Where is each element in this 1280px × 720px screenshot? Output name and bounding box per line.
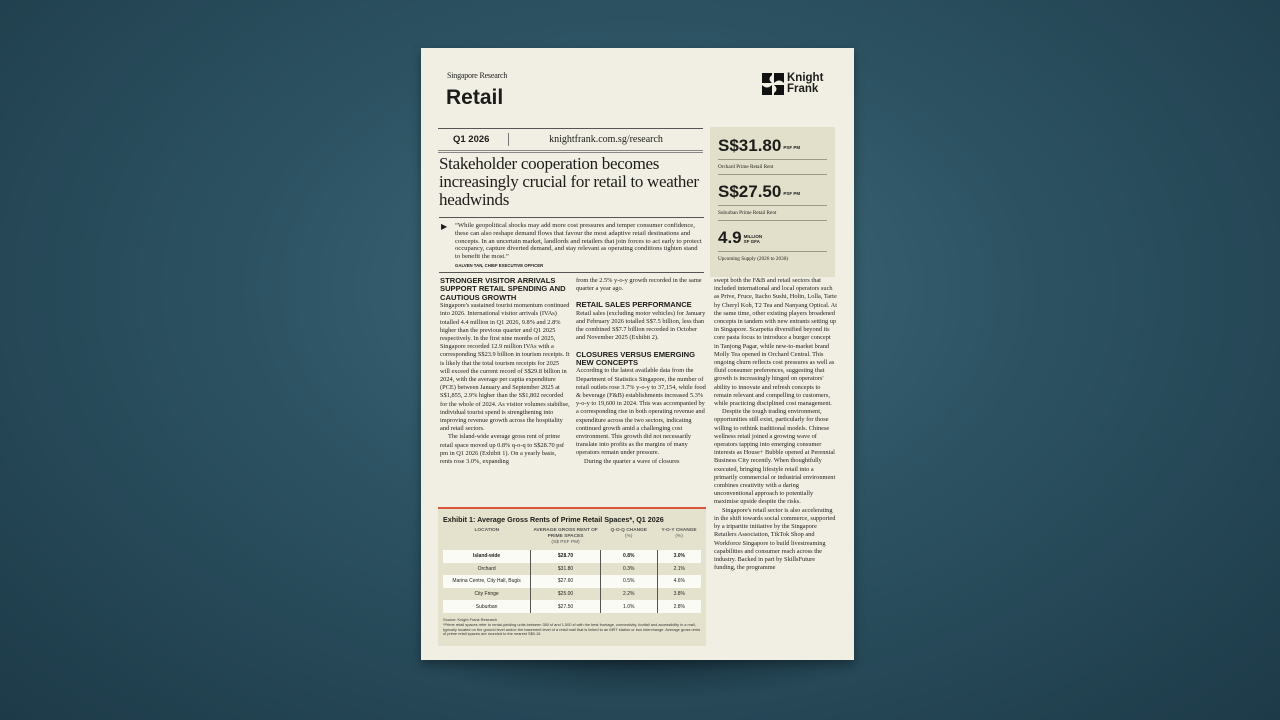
stat-orchard-rent <box>718 133 827 175</box>
stat-suburban-rent <box>718 179 827 221</box>
report-title: Retail <box>446 86 504 109</box>
stat-upcoming-supply <box>718 225 827 266</box>
exhibit-1 <box>438 507 706 646</box>
paragraph: During the quarter a wave of closures <box>584 457 680 465</box>
table-cell: $31.80 <box>531 563 601 576</box>
paragraph: Singapore's sustained tourist momentum continued into 2026. International visitor arrivals (IVAs) totalled 4.4 million in Q1 2026, 9.8% and 2.8% higher than the previous quarter and Q1 2025 respectively. In the first nine months of 2025, Singapore recorded 12.9 million IVAs with a corresponding S$23.9 billion in tourism receipts. It is likely that the total tourism receipts for 2025 will exceed the current record of S$29.8 billion in 2024, with the average per capita expenditure (PCE) between January and September 2025 at S$1,855, 2.9% higher than the S$1,802 recorded for the whole of 2024. As visitor volumes stabilise, individual tourist spend is strengthening into improving revenue growth across the hospitality and retail sectors. <box>440 302 570 433</box>
column-header: LOCATION <box>474 528 500 533</box>
paragraph: The island-wide average gross rent of prime retail space moved up 0.8% q-o-q to S$28.70 psf pm in Q1 2026 (Exhibit 1). On a yearly basis, rents rose 3.0%, expanding <box>440 433 565 466</box>
quarter-label: Q1 2026 <box>453 134 490 145</box>
stat-value: S$27.50 <box>718 182 782 201</box>
article-column-1 <box>440 277 570 466</box>
knight-frank-logo <box>762 73 823 95</box>
stat-unit-line1: MILLION <box>743 234 763 240</box>
stat-unit: PSF PM <box>783 190 801 196</box>
headline: Stakeholder cooperation becomes increasingly crucial for retail to weather headwinds <box>439 155 704 218</box>
paragraph: According to the latest available data from the Department of Statistics Singapore, the number of retail outlets rose 3.7% y-o-y to 37,154, while food & beverage (F&B) establishments increased 5.3% y-o-y to 19,600 in 2024. This was accompanied by a corresponding rise in both operating revenue and expenditure across the two sectors, indicating continued growth amid a challenging cost environment. This growth did not necessarily translate into profits as the margins of many operators remain under pressure. <box>576 367 706 457</box>
issue-bar <box>438 128 703 153</box>
table-header-row <box>443 527 701 550</box>
table-cell: 3.8% <box>657 588 701 601</box>
table-cell: Suburban <box>443 600 531 613</box>
table-cell: $27.60 <box>531 575 601 588</box>
table-cell: City Fringe <box>443 588 531 601</box>
exhibit-footnote: *Prime retail spaces refer to rental-yielding units between 350 sf and 1,500 sf with the best frontage, connectivity, footfall and accessibility in a mall, typically located on the ground level and/or the basement level of a retail mall that is linked to an MRT station or bus interchange. Average gross rents of prime retail spaces are rounded to the nearest S$0.10. <box>443 621 701 637</box>
paragraph: Retail sales (excluding motor vehicles) for January and February 2026 totalled S$7.5 billion, less than the combined S$7.7 billion recorded in October and November 2025 (Exhibit 2). <box>576 309 706 342</box>
key-stats-panel <box>710 127 835 277</box>
table-row <box>443 600 701 613</box>
report-page <box>421 48 854 660</box>
stat-label: Orchard Prime Retail Rent <box>718 159 827 170</box>
column-header: Q-O-Q CHANGE (%) <box>610 528 647 539</box>
paragraph: swept both the F&B and retail sectors that included international and local operators such as Prive, Fruce, Itacho Sushi, Holin, Lolla, Tarte by Cheryl Koh, T2 Tea and Nanyang Optical. At the same time, other existing players broadened concepts in tandem with new entrants setting up in Singapore. Scarpetta diversified beyond its core pasta focus to introduce a burger concept in Tanjong Pagar, while new-to-market brand Molly Tea opened in Orchard Central. This ongoing churn reflects cost pressures as well as fluid consumer preferences, suggesting that growth is increasingly hinged on operators' ability to innovate and refresh concepts to remain relevant and compelling to customers, while practicing disciplined cost management. <box>714 277 837 408</box>
section-heading: RETAIL SALES PERFORMANCE <box>576 300 692 310</box>
table-cell: 0.3% <box>600 563 657 576</box>
pull-quote <box>439 220 704 273</box>
rents-table <box>443 527 701 613</box>
report-kicker: Singapore Research <box>447 71 508 80</box>
logo-text-frank: Frank <box>787 83 819 95</box>
stat-unit-line2: SF GFA <box>743 239 760 245</box>
exhibit-title: Exhibit 1: Average Gross Rents of Prime Retail Spaces*, Q1 2026 <box>443 515 664 524</box>
article-column-3 <box>714 277 837 572</box>
table-cell: $25.00 <box>531 588 601 601</box>
paragraph: Singapore's retail sector is also accelerating in the shift towards social commerce, supported by a tripartite initiative by the Singapore Retailers Association, TikTok Shop and Workforce Singapore to build livestreaming capabilities and consumer reach across the industry. Backed in part by SkillsFuture funding, the programme <box>714 506 836 572</box>
exhibit-source: Source: Knight Frank Research <box>443 616 498 622</box>
research-url[interactable]: knightfrank.com.sg/research <box>549 134 663 145</box>
table-row <box>443 575 701 588</box>
paragraph: from the 2.5% y-o-y growth recorded in the same quarter a year ago. <box>576 277 702 293</box>
table-cell: Island-wide <box>443 550 531 563</box>
column-header: Y-O-Y CHANGE (%) <box>661 528 697 539</box>
stat-value: 4.9 <box>718 228 742 247</box>
table-cell: 2.8% <box>657 600 701 613</box>
table-cell: 0.8% <box>600 550 657 563</box>
logo-text-knight: Knight <box>787 72 824 84</box>
table-cell: 3.0% <box>657 550 701 563</box>
table-cell: 4.6% <box>657 575 701 588</box>
table-cell: 2.2% <box>600 588 657 601</box>
table-cell: 2.1% <box>657 563 701 576</box>
quote-arrow-icon: ▶ <box>441 222 448 231</box>
table-cell: Orchard <box>443 563 531 576</box>
article-column-2 <box>576 277 706 466</box>
paragraph: Despite the tough trading environment, opportunities still exist, particularly for those willing to rethink traditional models. Chinese wellness retail joined a growing wave of operators tapping into emerging consumer interests as House+ Bubble opened at Perennial Business City recently. When thoughtfully executed, bringing lifestyle retail into a primarily commercial or industrial environment combines creativity with a daring unconventional approach to potentially maximise upside despite the risks. <box>714 408 836 506</box>
stat-label: Upcoming Supply (2026 to 2030) <box>718 251 827 262</box>
quote-text: “While geopolitical shocks may add more cost pressures and temper consumer confidence, these can also reshape demand flows that favour the most adaptive retail destinations and concepts. In an uncertain market, landlords and retailers that join forces to act early to protect occupancy, capture diverted demand, and stay relevant as operating conditions tighten stand to benefit the most.” <box>455 222 702 261</box>
stat-unit <box>744 234 763 244</box>
section-heading: STRONGER VISITOR ARRIVALS SUPPORT RETAIL SPENDING AND CAUTIOUS GROWTH <box>440 276 566 302</box>
table-cell: 0.5% <box>600 575 657 588</box>
table-cell: Marina Centre, City Hall, Bugis <box>443 575 531 588</box>
table-cell: 1.0% <box>600 600 657 613</box>
exhibit-notes <box>443 618 701 637</box>
table-cell: $28.70 <box>531 550 601 563</box>
quote-attribution: GALVEN TAN, CHIEF EXECUTIVE OFFICER <box>455 262 544 268</box>
stat-label: Suburban Prime Retail Rent <box>718 205 827 216</box>
stat-value: S$31.80 <box>718 136 782 155</box>
section-heading: CLOSURES VERSUS EMERGING NEW CONCEPTS <box>576 349 695 368</box>
table-row <box>443 588 701 601</box>
table-cell: $27.50 <box>531 600 601 613</box>
column-header: AVERAGE GROSS RENT OF PRIME SPACES (S$ PSF PM) <box>533 528 598 545</box>
knight-frank-logo-icon <box>762 73 784 95</box>
stat-unit: PSF PM <box>783 144 801 150</box>
table-row <box>443 563 701 576</box>
table-row <box>443 550 701 563</box>
